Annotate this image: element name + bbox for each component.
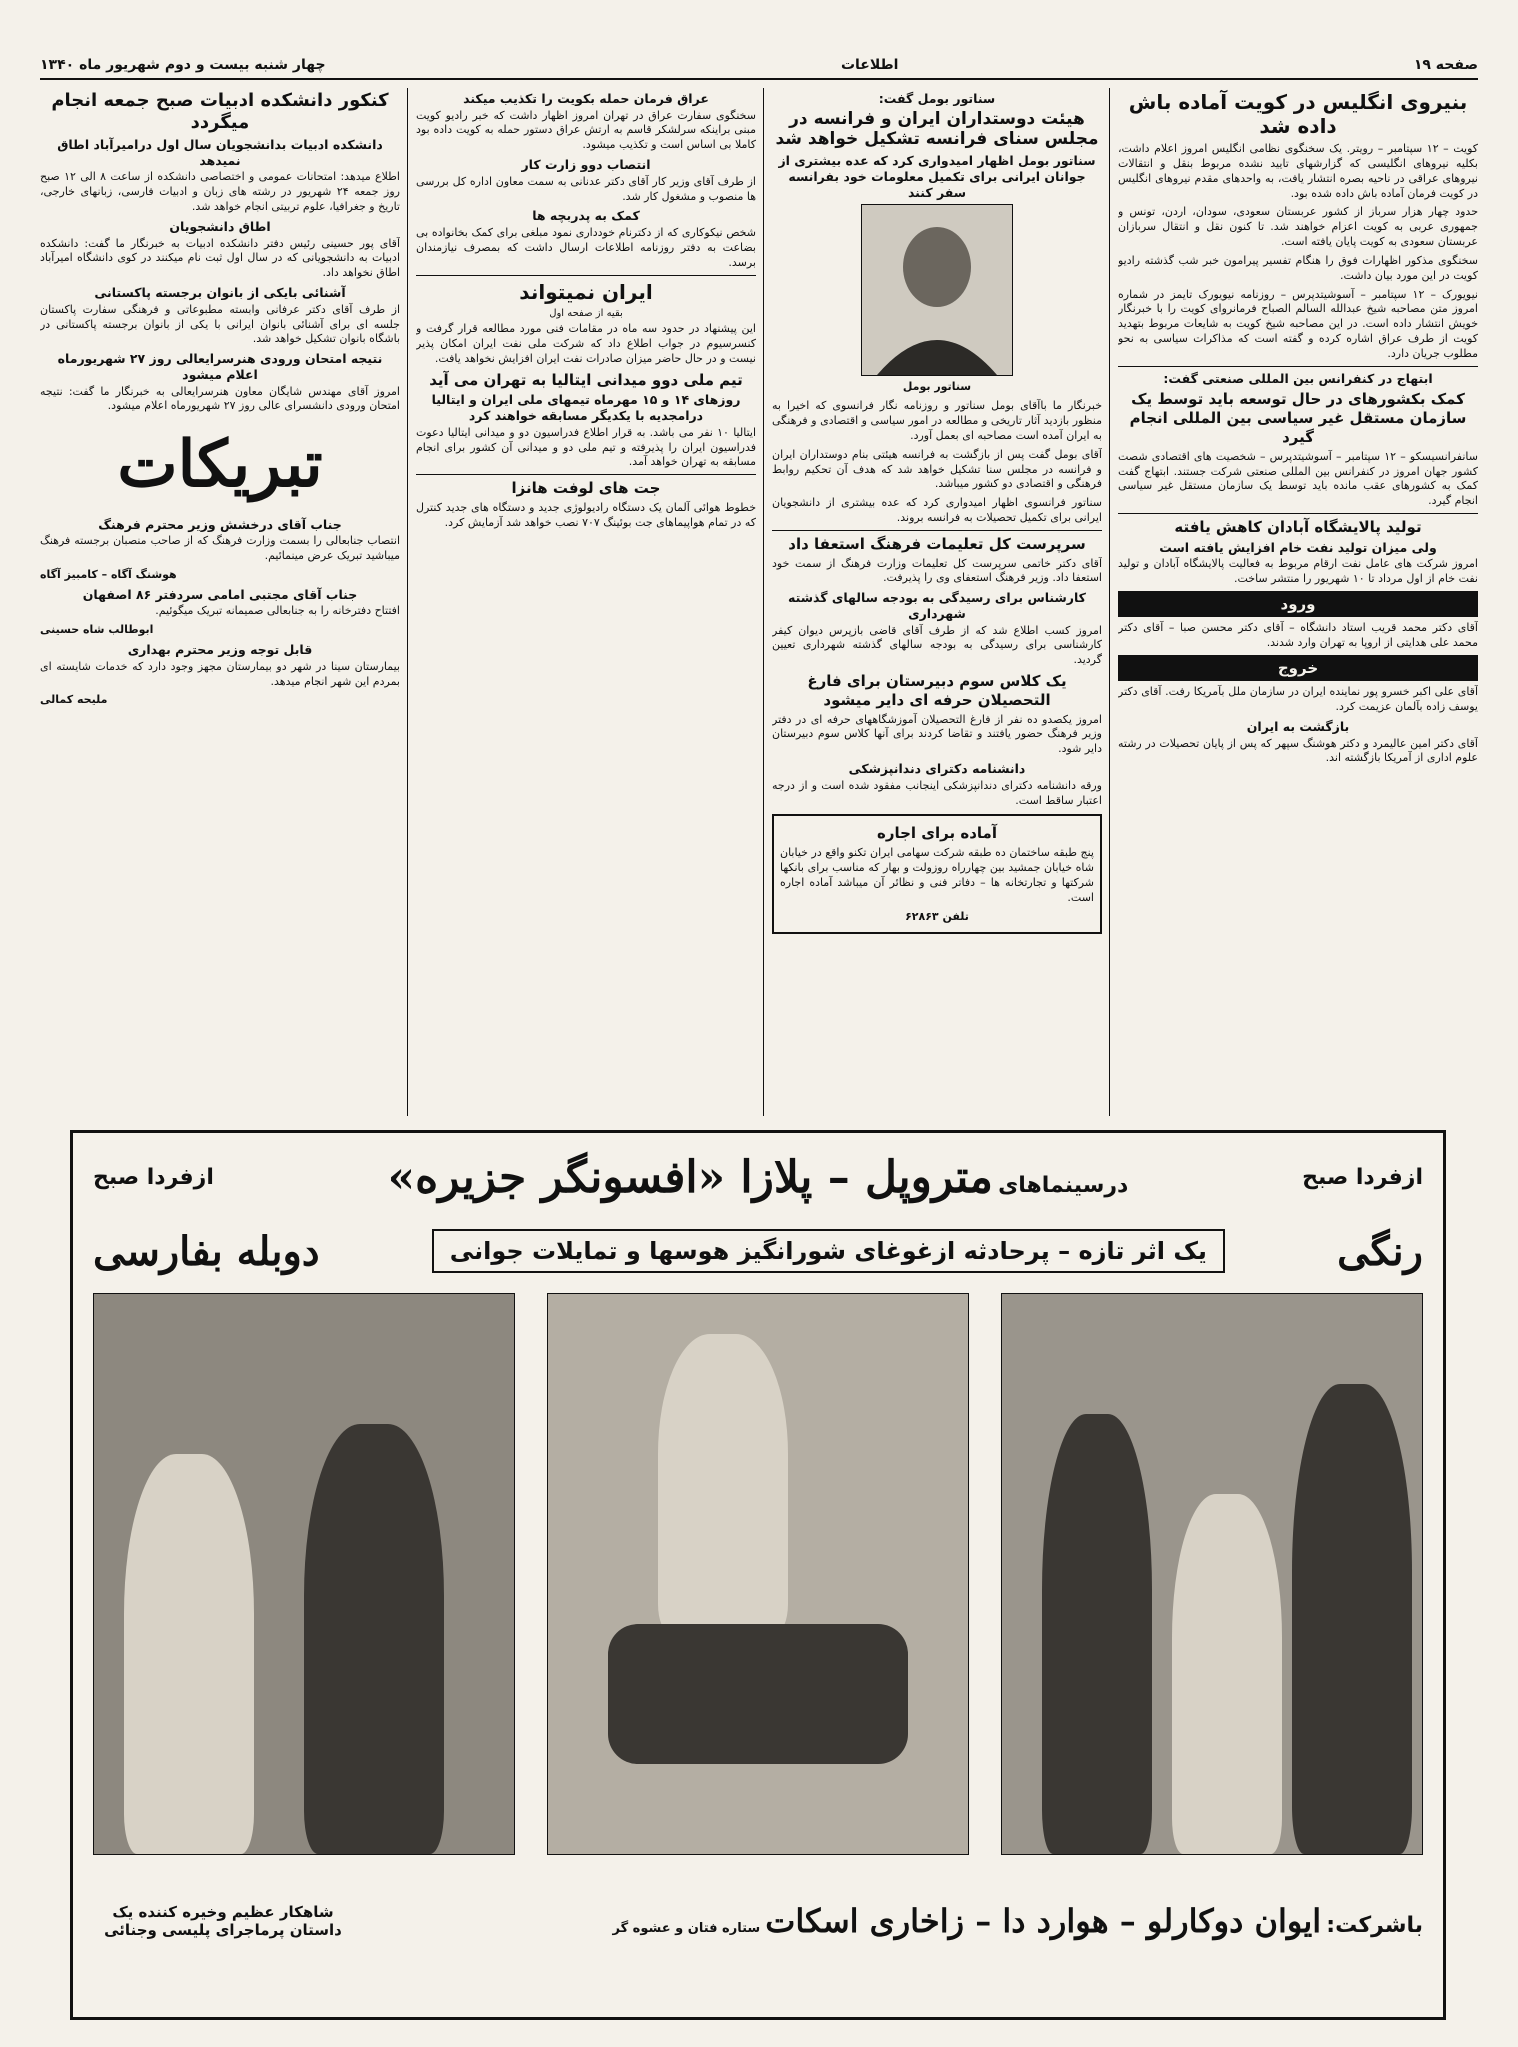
congrats-1-body: انتصاب جنابعالی را بسمت وزارت فرهنگ که از صاحب منصبان برجسته فرهنگ میباشید تبریک عرض مینمائیم. — [40, 534, 400, 563]
exam-body: امروز آقای مهندس شایگان معاون هنرسرایعالی به خبرنگار ما گفت: نتیجه امتحان ورودی دانشسرای عالی روز ۲۷ شهریورماه اعلام میشود. — [40, 384, 400, 413]
charity-headline: کمک به پدربچه ها — [532, 208, 640, 224]
departures-body: آقای علی اکبر خسرو پور نماینده ایران در سازمان ملل بآمریکا رفت. آقای دکتر یوسف زاده بآلمان عزیمت کرد. — [1118, 685, 1478, 714]
refinery-body: امروز شرکت های عامل نفت ارقام مربوط به فعالیت پالایشگاه آبادان و تولید نفت خام از اول مرداد تا ۱۰ شهریور را منتشر ساخت. — [1118, 557, 1478, 586]
cinemas-prefix: درسینماهای — [998, 1172, 1129, 1198]
ad-title-group — [388, 1152, 1129, 1203]
dental-body: ورقه دانشنامه دکترای دندانپزشکی اینجانب مفقود شده است و از درجه اعتبار ساقط است. — [772, 778, 1102, 807]
cinema-advertisement — [70, 1130, 1446, 2020]
kuwait-body-3: نیویورک – ۱۲ سپتامبر – آسوشیتدپرس – روزنامه نیویورک تایمز در شماره امروز متن مصاحبه شیخ عبدالله السالم الصباح فرمانروای کویت را با خبرنگار خویش انتشار داده است. در این مصاحبه شیخ کویت به شایعات مربوط بتهدید کویت از طرف عراق اشاره کرده و گفته است که مذاکرات سیاسی به نحو مطلوب جریان دارد. — [1118, 287, 1478, 360]
issue-date: چهار شنبه بیست و دوم شهریور ماه ۱۳۴۰ — [40, 57, 326, 73]
film-title: متروپل – پلازا «افسونگر جزیره» — [387, 1151, 993, 1203]
bomel-headline: هیئت دوستداران ایران و فرانسه در مجلس سنای فرانسه تشکیل خواهد شد — [775, 108, 1099, 150]
exam2-body: امروز کسب اطلاع شد که از طرف آقای قاضی بازپرس دیوان کیفر کارشناسی برای رسیدگی به بودجه سالهای گذشته شهرداری تعیین گردید. — [772, 623, 1102, 667]
iran-cannot-headline: ایران نمیتواند — [519, 279, 653, 304]
column-2 — [772, 88, 1102, 1116]
page-number: صفحه ۱۹ — [1413, 57, 1478, 73]
congrats-2-sign: ابوطالب شاه حسینی — [40, 623, 154, 637]
iran-cannot-body: این پیشنهاد در حدود سه ماه در مقامات فنی مورد مطالعه قرار گرفت و کنسرسیوم در جواب اطلاع داد که شرکت ملی نفت ایران امکان پذیر نیست و در حال حاضر میزان صادرات نفت ایران افزایش نخواهد یافت. — [416, 322, 756, 365]
refinery-deck: ولی میزان تولید نفت خام افزایش یافته است — [1159, 539, 1437, 555]
column-1 — [1118, 88, 1478, 1116]
charity-body: شخص نیکوکاری که از دکترنام خودداری نمود مبلغی برای کمک بخانواده بی بضاعت به دفتر روزنامه اطلاعات ارسال داشت که بمصرف نیازمندان برسد. — [416, 226, 756, 269]
from-tomorrow-right: ازفردا صبح — [1302, 1164, 1423, 1190]
conference-headline: کمک بکشورهای در حال توسعه باید توسط یک سازمان مستقل غیر سیاسی بین المللی انجام گیرد — [1129, 390, 1467, 446]
exam2-headline: کارشناس برای رسیدگی به بودجه سالهای گذشته شهرداری — [788, 590, 1086, 621]
congrats-1-sign: هوشنگ آگاه – کامبیز آگاه — [40, 567, 177, 581]
iraq-headline: عراق فرمان حمله بکویت را تکذیب میکند — [463, 91, 709, 106]
masthead — [40, 52, 1478, 80]
vocational-body: امروز یکصدو ده نفر از فارغ التحصیلان آموزشگاههای حرفه ای در دفتر وزیر فرهنگ حضور یافتند و تقاضا کردند برای آنها کلاس سوم دبیرستان دایر شود. — [772, 712, 1102, 756]
refinery-headline: تولید پالایشگاه آبادان کاهش یافته — [1174, 518, 1422, 537]
from-tomorrow-left: ازفردا صبح — [93, 1164, 214, 1190]
rent-phone: تلفن ۶۲۸۶۳ — [905, 909, 969, 923]
dental-headline: دانشنامه دکترای دندانپزشکی — [848, 761, 1026, 777]
vocational-headline: یک کلاس سوم دبیرستان برای فارغ التحصیلان حرفه ای دایر میشود — [807, 672, 1067, 709]
film-still-2 — [547, 1293, 969, 1855]
literature-headline: کنکور دانشکده ادبیات صبح جمعه انجام میگردد — [51, 90, 389, 133]
star-description: ستاره فتان و عشوه گر — [612, 1921, 761, 1936]
jets-body: خطوط هوائی آلمان یک دستگاه رادیولوژی جدید و دستگاه های جدید کنترل که در تمام هواپیماهای جت بوئینگ ۷۰۷ نصب خواهد شد آزمایش کرد. — [416, 500, 756, 529]
literature-body-2: آقای پور حسینی رئیس دفتر دانشکده ادبیات به خبرنگار ما گفت: دانشکده ادبیات به دانشجویانی که در سال اول ثبت نام میکنند در کوی دانشگاه امیرآباد اطاق نخواهد داد. — [40, 236, 400, 280]
conference-body: سانفرانسیسکو – ۱۲ سپتامبر – آسوشیتدپرس – شخصیت های اقتصادی شصت کشور جهان امروز در کنفرانس بین المللی صنعتی شرکت جستند. ابتهاج گفت کمک به کشورهای عقب مانده باید توسط یک سازمان مستقل غیر سیاسی انجام گیرد. — [1118, 449, 1478, 508]
sports-body: ایتالیا ۱۰ نفر می باشد. به قرار اطلاع فدراسیون دو و میدانی ایتالیا دعوت فدراسیون ایران را پذیرفته و تیم ملی دو و میدانی آن کشور برای انجام مسابقه به تهران خواهد آمد. — [416, 425, 756, 469]
arrivals-body: آقای دکتر محمد قریب استاد دانشگاه – آقای دکتر محسن صبا – آقای دکتر محمد علی هدایتی از اروپا به تهران وارد شدند. — [1118, 621, 1478, 650]
senator-caption: سناتور بومل — [902, 380, 972, 394]
rent-headline: آماده برای اجاره — [877, 824, 997, 843]
conference-kicker: ابتهاج در کنفرانس بین المللی صنعتی گفت: — [1163, 370, 1433, 386]
sports-headline: تیم ملی دوو میدانی ایتالیا به تهران می آید — [429, 370, 743, 389]
congrats-2-head: جناب آقای مجتبی امامی سردفتر ۸۶ اصفهان — [82, 586, 358, 602]
rent-body: پنج طبقه ساختمان ده طبقه شرکت سهامی ایران تکنو واقع در خیابان شاه خیابان جمشید بین چهارراه روزولت و بهار که مناسب برای بانکها شرکتها و تجارتخانه ها – دفاتر فنی و نظائر آن میباشد آماده اجاره است. — [780, 846, 1094, 904]
iraq-body: سخنگوی سفارت عراق در تهران امروز اظهار داشت که خبر رادیو کویت مبنی براینکه سرلشکر قاسم به ارتش عراق دستور حمله به کویت داده بود کاملا بی اساس است و تکذیب میشود. — [416, 108, 756, 152]
health-notice-body: بیمارستان سینا در شهر دو بیمارستان مجهز وجود دارد که خدمات شایسته ای بمردم این شهر انجام میدهد. — [40, 659, 400, 688]
kuwait-body-1: کویت – ۱۲ سپتامبر – رویتر. یک سخنگوی نظامی انگلیس امروز اعلام داشت، بکلیه نیروهای انگلیسی که گزارشهای تایید نشده مربوط بنقل و انتقالات نیروهای عراقی در ناحیه بصره انتشار یافت، به واحدهای مقدم نیروهای انگلیس در کویت فرمان آماده باش داده شده بود. — [1118, 142, 1478, 200]
bomel-deck: سناتور بومل اظهار امیدواری کرد که عده بیشتری از جوانان ایرانی برای تکمیل معلومات خود بفرانسه سفر کنند — [778, 153, 1096, 200]
color-label: رنگی — [1337, 1227, 1423, 1275]
literature-deck: دانشکده ادبیات بدانشجویان سال اول درامیرآباد اطاق نمیدهد — [57, 137, 383, 168]
arrivals-box: ورود — [1118, 591, 1478, 617]
pakistan-headline: آشنائی بایکی از بانوان برجسته پاکستانی — [94, 285, 346, 301]
ad-photos — [93, 1293, 1423, 1853]
sports-deck: روزهای ۱۴ و ۱۵ مهرماه تیمهای ملی ایران و ایتالیا درامجدیه با یکدیگر مسابقه خواهند کرد — [431, 392, 741, 424]
bomel-body-1: خبرنگار ما باآقای بومل سناتور و روزنامه نگار فرانسوی که اخیرا به منظور بازدید آثار تاریخی و مطالعه در امور سیاسی و اقتصادی و فرهنگی به ایران آمده است مصاحبه ای بعمل آورد. — [772, 399, 1102, 442]
labor-body: از طرف آقای وزیر کار آقای دکتر عدنانی به سمت معاون اداره کل بررسی ها منصوب و مشغول کار شد. — [416, 174, 756, 203]
pakistan-body: از طرف آقای دکتر عرفانی وابسته مطبوعاتی و فرهنگی سفارت پاکستان جلسه ای برای آشنائی بانوان ایرانی با یکی از بانوان برجسته پاکستانی در باشگاه بانوان تشکیل خواهد شد. — [40, 302, 400, 346]
bomel-body-3: سناتور فرانسوی اظهار امیدواری کرد که عده بیشتری از دانشجویان ایرانی برای تکمیل تحصیلات به فرانسه بروند. — [772, 496, 1102, 525]
column-4 — [40, 88, 400, 1116]
health-notice-sign: ملیحه کمالی — [40, 693, 108, 707]
rent-ad — [772, 814, 1102, 934]
with-label: باشرکت: — [1326, 1913, 1423, 1938]
exam-headline: نتیجه امتحان ورودی هنرسرایعالی روز ۲۷ شهریورماه اعلام میشود — [57, 351, 383, 382]
cast-names: ایوان دوکارلو – هوارد دا – زاخاری اسکات — [765, 1902, 1322, 1940]
jets-headline: جت های لوفت هانزا — [511, 479, 661, 498]
health-notice-head: قابل توجه وزیر محترم بهداری — [127, 642, 313, 658]
literature-body-1: اطلاع میدهد: امتحانات عمومی و اختصاصی دانشکده از ساعت ۸ الی ۱۲ صبح روز جمعه ۲۴ شهریور در رشته های زبان و ادبیات فارسی، زبانهای خارجی، تاریخ و جغرافیا، علوم تربیتی انجام خواهد شد. — [40, 170, 400, 214]
kuwait-body-2: حدود چهار هزار سرباز از کشور عربستان سعودی، سودان، اردن، تونس و جمهوری عربی به کویت اعزام خواهند شد. تا کنون نقل و انتقال سربازان عربستان سعودی به کویت پایان یافته است. — [1118, 205, 1478, 249]
return-body: آقای دکتر امین عالیمرد و دکتر هوشنگ سپهر که پس از پایان تحصیلات در رشته علوم اداری از آمریکا بازگشته اند. — [1118, 736, 1478, 765]
film-still-1 — [1001, 1293, 1423, 1855]
return-box: بازگشت به ایران — [1246, 719, 1350, 734]
senator-photo — [861, 204, 1013, 376]
film-still-3 — [93, 1293, 515, 1855]
congrats-1-head: جناب آقای درخشش وزیر محترم فرهنگ — [98, 516, 342, 532]
dorm-subhead: اطاق دانشجویان — [169, 218, 271, 234]
bomel-kicker: سناتور بومل گفت: — [878, 91, 996, 106]
ad-second-row — [93, 1219, 1423, 1283]
bomel-body-2: آقای بومل گفت پس از بازگشت به فرانسه هیئتی بنام دوستداران ایران و فرانسه در مجلس سنا تشکیل خواهد شد که هدف آن تحکیم روابط فرهنگی و اقتصادی دو کشور میباشد. — [772, 447, 1102, 491]
film-tagline: یک اثر تازه – پرحادثه ازغوغای شورانگیز هوسها و تمایلات جوانی — [432, 1229, 1225, 1273]
kuwait-subtext: سخنگوی مذکور اظهارات فوق را هنگام تفسیر پیرامون خبر شب گذشته رادیو کویت در این مورد بیان داشت. — [1118, 253, 1478, 282]
column-3 — [416, 88, 756, 1116]
iran-cannot-kicker: بقیه از صفحه اول — [549, 307, 623, 319]
dubbed-label: دوبله بفارسی — [93, 1227, 320, 1275]
departures-box: خروج — [1118, 655, 1478, 681]
cast-group — [612, 1902, 1423, 1940]
kuwait-headline: بنیروی انگلیس در کویت آماده باش داده شد — [1128, 90, 1468, 138]
tabrikat-title: تبریکات — [117, 427, 323, 503]
school-body: آقای دکتر خاتمی سرپرست کل تعلیمات وزارت فرهنگ از سمت خود استعفا داد. وزیر فرهنگ استعفای وی را پذیرفت. — [772, 556, 1102, 585]
ad-bottom-row — [93, 1871, 1423, 1971]
school-headline: سرپرست کل تعلیمات فرهنگ استعفا داد — [788, 534, 1086, 553]
portrait-icon — [862, 205, 1012, 375]
labor-headline: انتصاب دوو زارت کار — [521, 157, 651, 173]
newspaper-name: اطلاعات — [840, 57, 899, 73]
producer-blurb: شاهکار عظیم وخیره کننده یک داستان پرماجرای پلیسی وجنائی — [104, 1903, 342, 1939]
congrats-2-body: افتتاح دفترخانه را به جنابعالی صمیمانه تبریک میگوئیم. — [155, 604, 400, 618]
ad-top-row — [93, 1145, 1423, 1209]
